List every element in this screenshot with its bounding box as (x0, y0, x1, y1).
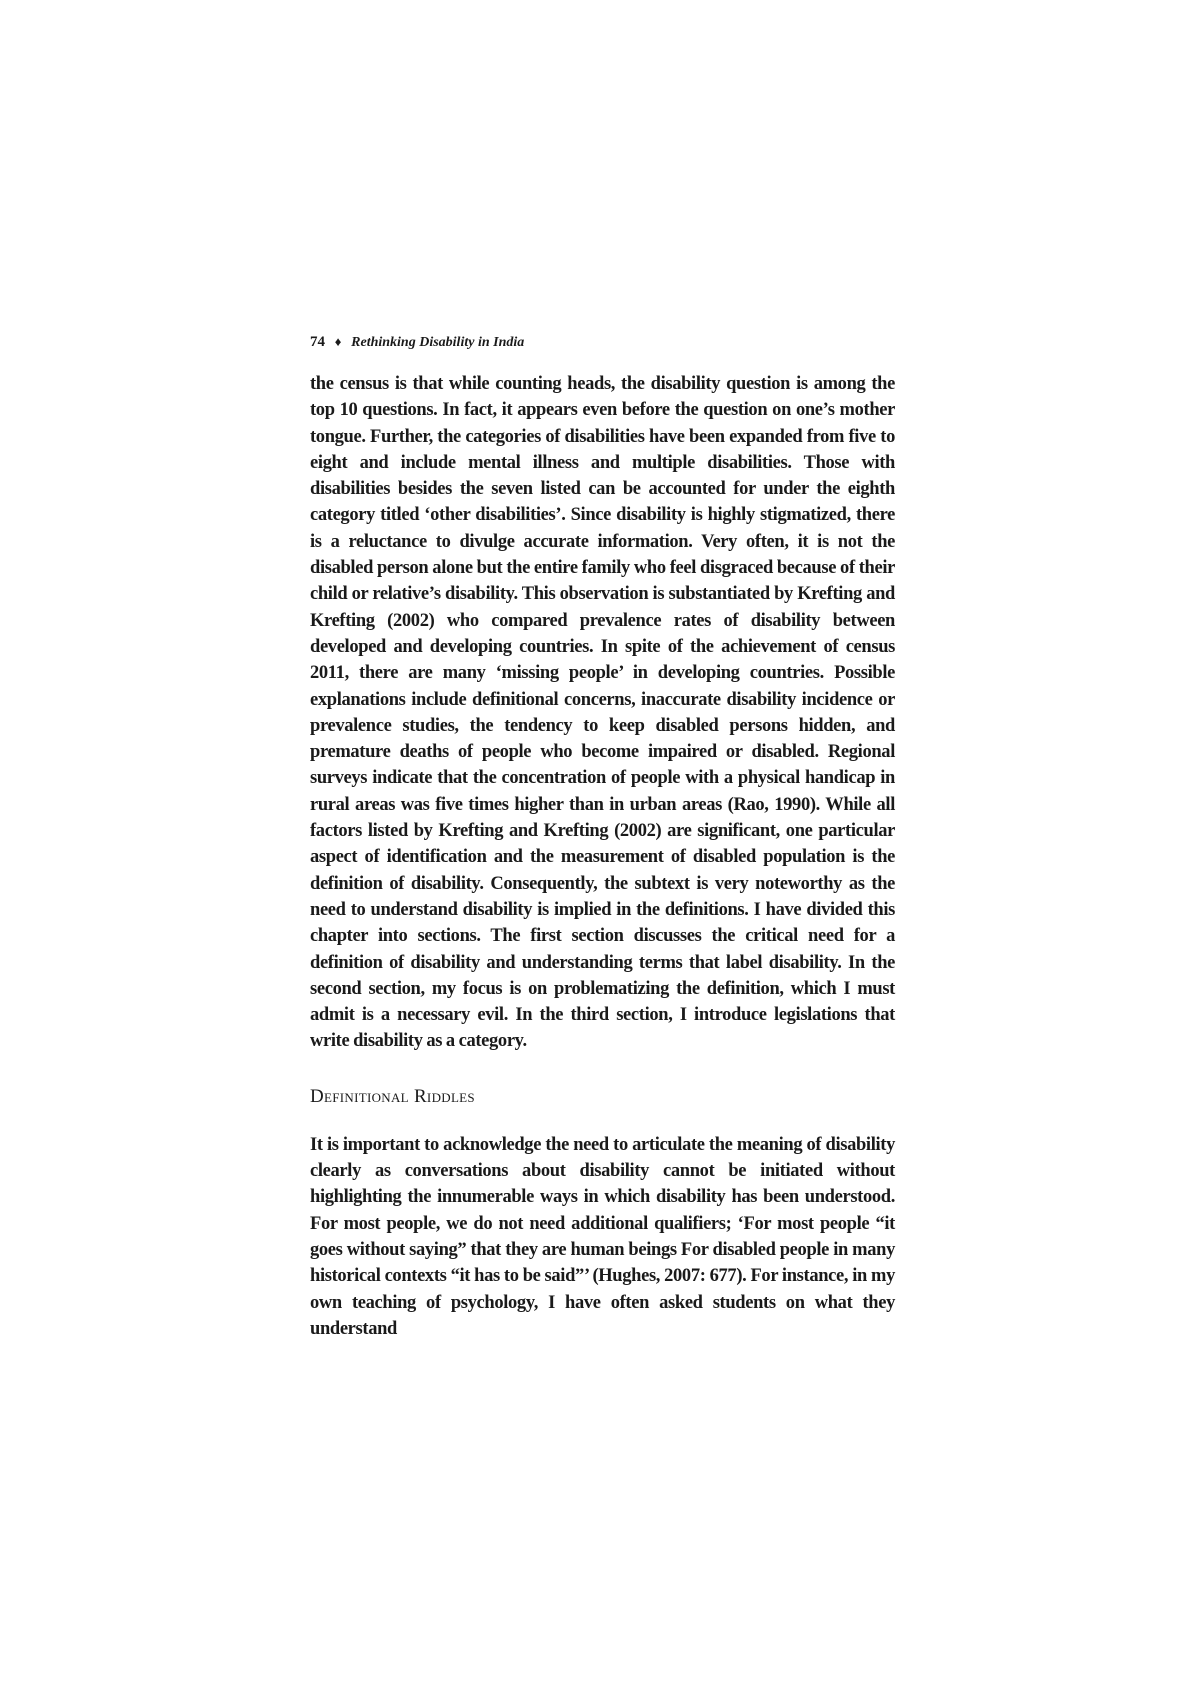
body-paragraph-2: It is important to acknowledge the need to articulate the meaning of disability clearly as conversations about disability cannot be initiated without highlighting the innumerable ways in which disability has been understood. For most people, we do not need additional qualifiers; ‘For most people “it goes without saying” that they are human beings For disabled people in many historical contexts “it has to be said”’ (Hughes, 2007: 677). For instance, in my own teaching of psychology, I have often asked students on what they understand (310, 1134, 895, 1339)
book-page (310, 332, 895, 1342)
page-number: 74 (310, 334, 325, 350)
section-heading: Definitional Riddles (310, 1085, 475, 1107)
body-paragraph-1: the census is that while counting heads, the disability question is among the top 10 questions. In fact, it appears even before the question on one’s mother tongue. Further, the categories of disabilities have been expanded from five to eight and include mental illness and multiple disabilities. Those with disabilities besides the seven listed can be accounted for under the eighth category titled ‘other disabilities’. Since disability is highly stigmatized, there is a reluctance to divulge accurate information. Very often, it is not the disabled person alone but the entire family who feel disgraced because of their child or relative’s disability. This observation is substantiated by Krefting and Krefting (2002) who compared prevalence rates of disability between developed and developing countries. In spite of the achievement of census 2011, there are many ‘missing people’ in developing countries. Possible explanations include definitional concerns, inaccurate disability incidence or prevalence studies, the tendency to keep disabled persons hidden, and premature deaths of people who become impaired or disabled. Regional surveys indicate that the concentration of people with a physical handicap in rural areas was five times higher than in urban areas (Rao, 1990). While all factors listed by Krefting and Krefting (2002) are significant, one particular aspect of identification and the measurement of disabled population is the definition of disability. Consequently, the subtext is very noteworthy as the need to understand disability is implied in the definitions. I have divided this chapter into sections. The first section discusses the critical need for a definition of disability and understanding terms that label disability. In the second section, my focus is on problematizing the definition, which I must admit is a necessary evil. In the third section, I introduce legislations that write disability as a category. (310, 374, 895, 1052)
diamond-ornament-icon: ♦ (334, 334, 342, 349)
running-head (310, 332, 895, 353)
book-title: Rethinking Disability in India (351, 335, 525, 350)
